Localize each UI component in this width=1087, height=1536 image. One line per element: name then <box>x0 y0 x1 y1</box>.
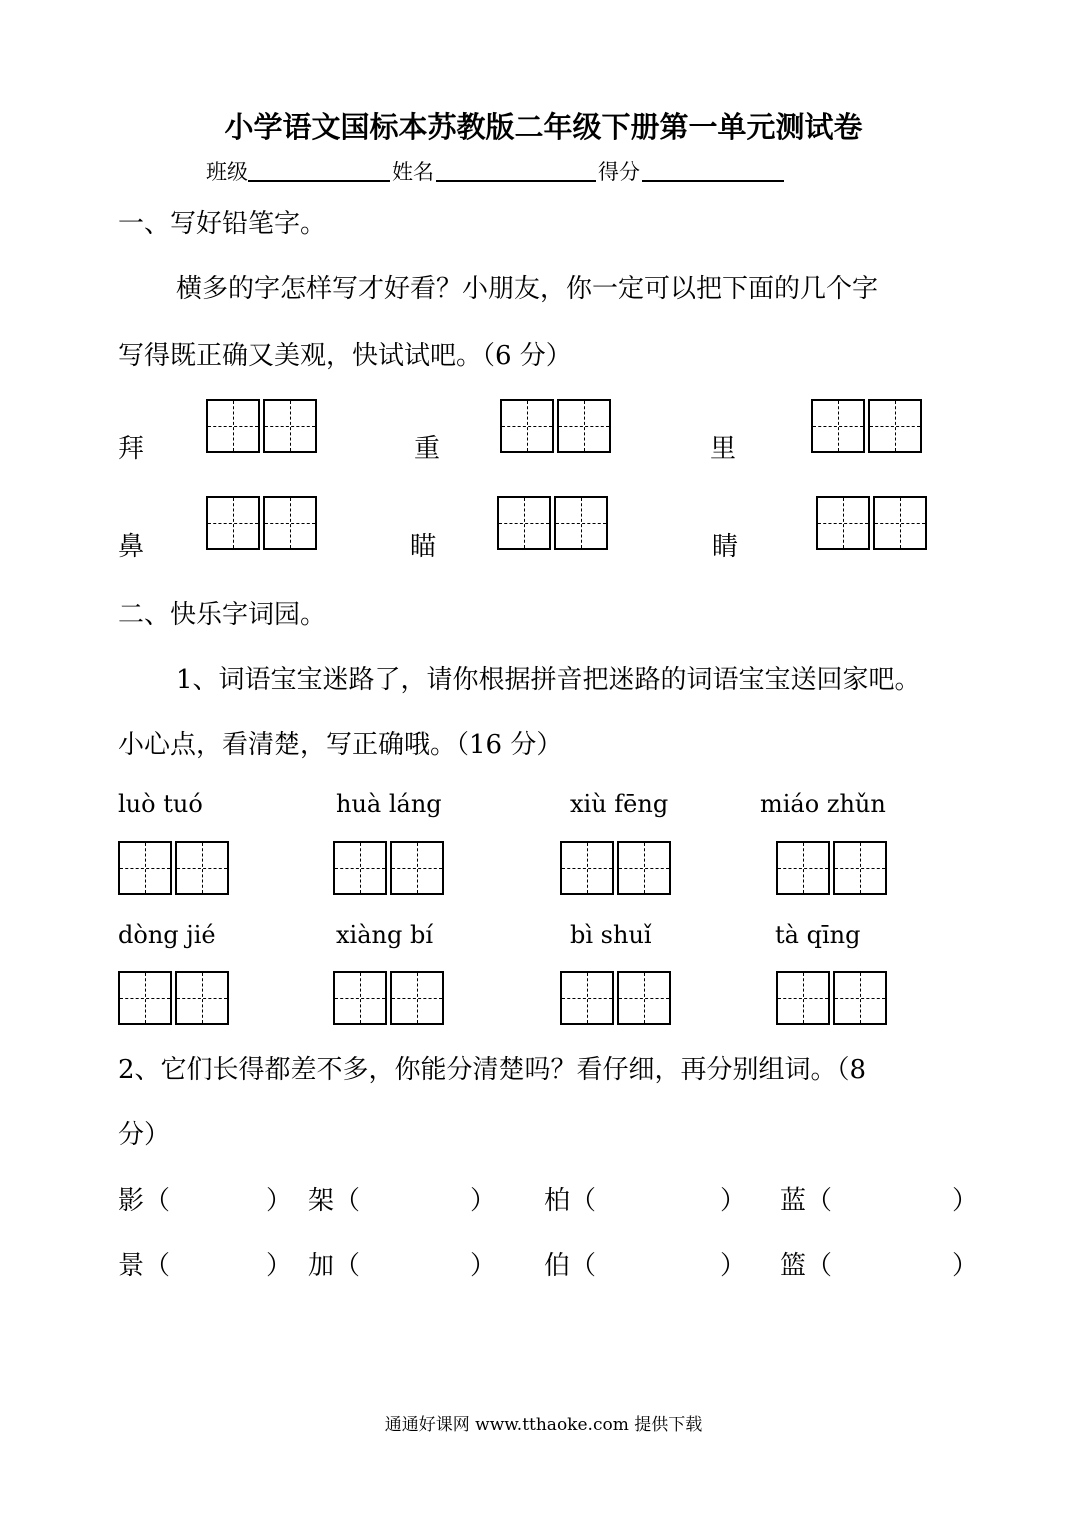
section2-heading: 二、快乐字词园。 <box>118 600 327 630</box>
grid-cell[interactable] <box>873 496 927 550</box>
grid-cell[interactable] <box>833 971 887 1025</box>
name-label: 姓名 <box>392 160 434 184</box>
practice-char: 重 <box>414 434 441 464</box>
class-blank <box>248 156 390 182</box>
writing-grid[interactable] <box>497 496 611 550</box>
grid-cell[interactable] <box>390 971 444 1025</box>
score-label: 得分 <box>598 160 640 184</box>
grid-cell[interactable] <box>175 971 229 1025</box>
score-blank <box>642 156 784 182</box>
grid-cell[interactable] <box>333 971 387 1025</box>
class-label: 班级 <box>206 160 248 184</box>
word-close-paren: ） <box>266 1186 293 1216</box>
pinyin-prompt: luò tuó <box>118 790 203 818</box>
grid-cell[interactable] <box>554 496 608 550</box>
pinyin-prompt: tà qīng <box>775 921 861 949</box>
word-char-open: 架（ <box>308 1186 361 1216</box>
grid-cell[interactable] <box>333 841 387 895</box>
practice-char: 瞄 <box>410 532 437 562</box>
writing-grid[interactable] <box>560 841 674 895</box>
word-char-open: 景（ <box>118 1251 171 1281</box>
section1-text-line1: 横多的字怎样写才好看？小朋友，你一定可以把下面的几个字 <box>176 274 879 304</box>
grid-cell[interactable] <box>500 399 554 453</box>
writing-grid[interactable] <box>811 399 925 453</box>
word-close-paren: ） <box>720 1251 747 1281</box>
word-char-open: 影（ <box>118 1186 171 1216</box>
grid-cell[interactable] <box>206 496 260 550</box>
word-close-paren: ） <box>470 1251 497 1281</box>
writing-grid[interactable] <box>206 496 320 550</box>
pinyin-prompt: dòng jié <box>118 921 216 949</box>
word-char-open: 伯（ <box>544 1251 597 1281</box>
word-close-paren: ） <box>952 1251 979 1281</box>
grid-cell[interactable] <box>263 399 317 453</box>
practice-char: 鼻 <box>118 532 145 562</box>
word-char-open: 篮（ <box>780 1251 833 1281</box>
writing-grid[interactable] <box>118 971 232 1025</box>
grid-cell[interactable] <box>497 496 551 550</box>
practice-char: 里 <box>710 434 737 464</box>
writing-grid[interactable] <box>333 971 447 1025</box>
grid-cell[interactable] <box>118 841 172 895</box>
grid-cell[interactable] <box>776 841 830 895</box>
writing-grid[interactable] <box>333 841 447 895</box>
writing-grid[interactable] <box>500 399 614 453</box>
writing-grid[interactable] <box>816 496 930 550</box>
pinyin-prompt: huà láng <box>336 790 442 818</box>
pinyin-prompt: miáo zhǔn <box>760 790 886 818</box>
grid-cell[interactable] <box>776 971 830 1025</box>
practice-char: 睛 <box>712 532 739 562</box>
pinyin-prompt: xiù fēng <box>570 790 669 818</box>
word-char-open: 蓝（ <box>780 1186 833 1216</box>
grid-cell[interactable] <box>833 841 887 895</box>
footer-credit: 通通好课网 www.tthaoke.com 提供下载 <box>384 1415 703 1435</box>
section1-heading: 一、写好铅笔字。 <box>118 209 327 239</box>
word-char-open: 加（ <box>308 1251 361 1281</box>
grid-cell[interactable] <box>118 971 172 1025</box>
writing-grid[interactable] <box>776 971 890 1025</box>
page-title: 小学语文国标本苏教版二年级下册第一单元测试卷 <box>224 110 863 144</box>
writing-grid[interactable] <box>206 399 320 453</box>
grid-cell[interactable] <box>868 399 922 453</box>
q2-text-line2: 分） <box>118 1120 171 1150</box>
grid-cell[interactable] <box>175 841 229 895</box>
grid-cell[interactable] <box>617 841 671 895</box>
word-close-paren: ） <box>952 1186 979 1216</box>
word-close-paren: ） <box>470 1186 497 1216</box>
word-close-paren: ） <box>266 1251 293 1281</box>
writing-grid[interactable] <box>776 841 890 895</box>
practice-char: 拜 <box>118 434 145 464</box>
section1-text-line2: 写得既正确又美观，快试试吧。（6 分） <box>118 341 572 371</box>
grid-cell[interactable] <box>560 971 614 1025</box>
grid-cell[interactable] <box>557 399 611 453</box>
q2-text-line1: 2、它们长得都差不多，你能分清楚吗？看仔细，再分别组词。（8 <box>118 1055 867 1085</box>
grid-cell[interactable] <box>560 841 614 895</box>
word-char-open: 柏（ <box>544 1186 597 1216</box>
grid-cell[interactable] <box>390 841 444 895</box>
name-blank <box>436 156 596 182</box>
writing-grid[interactable] <box>560 971 674 1025</box>
writing-grid[interactable] <box>118 841 232 895</box>
pinyin-prompt: xiàng bí <box>336 921 434 949</box>
grid-cell[interactable] <box>811 399 865 453</box>
word-close-paren: ） <box>720 1186 747 1216</box>
grid-cell[interactable] <box>617 971 671 1025</box>
grid-cell[interactable] <box>263 496 317 550</box>
grid-cell[interactable] <box>816 496 870 550</box>
grid-cell[interactable] <box>206 399 260 453</box>
pinyin-prompt: bì shuǐ <box>570 921 652 949</box>
q1-text-line1: 1、词语宝宝迷路了，请你根据拼音把迷路的词语宝宝送回家吧。 <box>176 665 921 695</box>
q1-text-line2: 小心点，看清楚，写正确哦。（16 分） <box>118 730 563 760</box>
